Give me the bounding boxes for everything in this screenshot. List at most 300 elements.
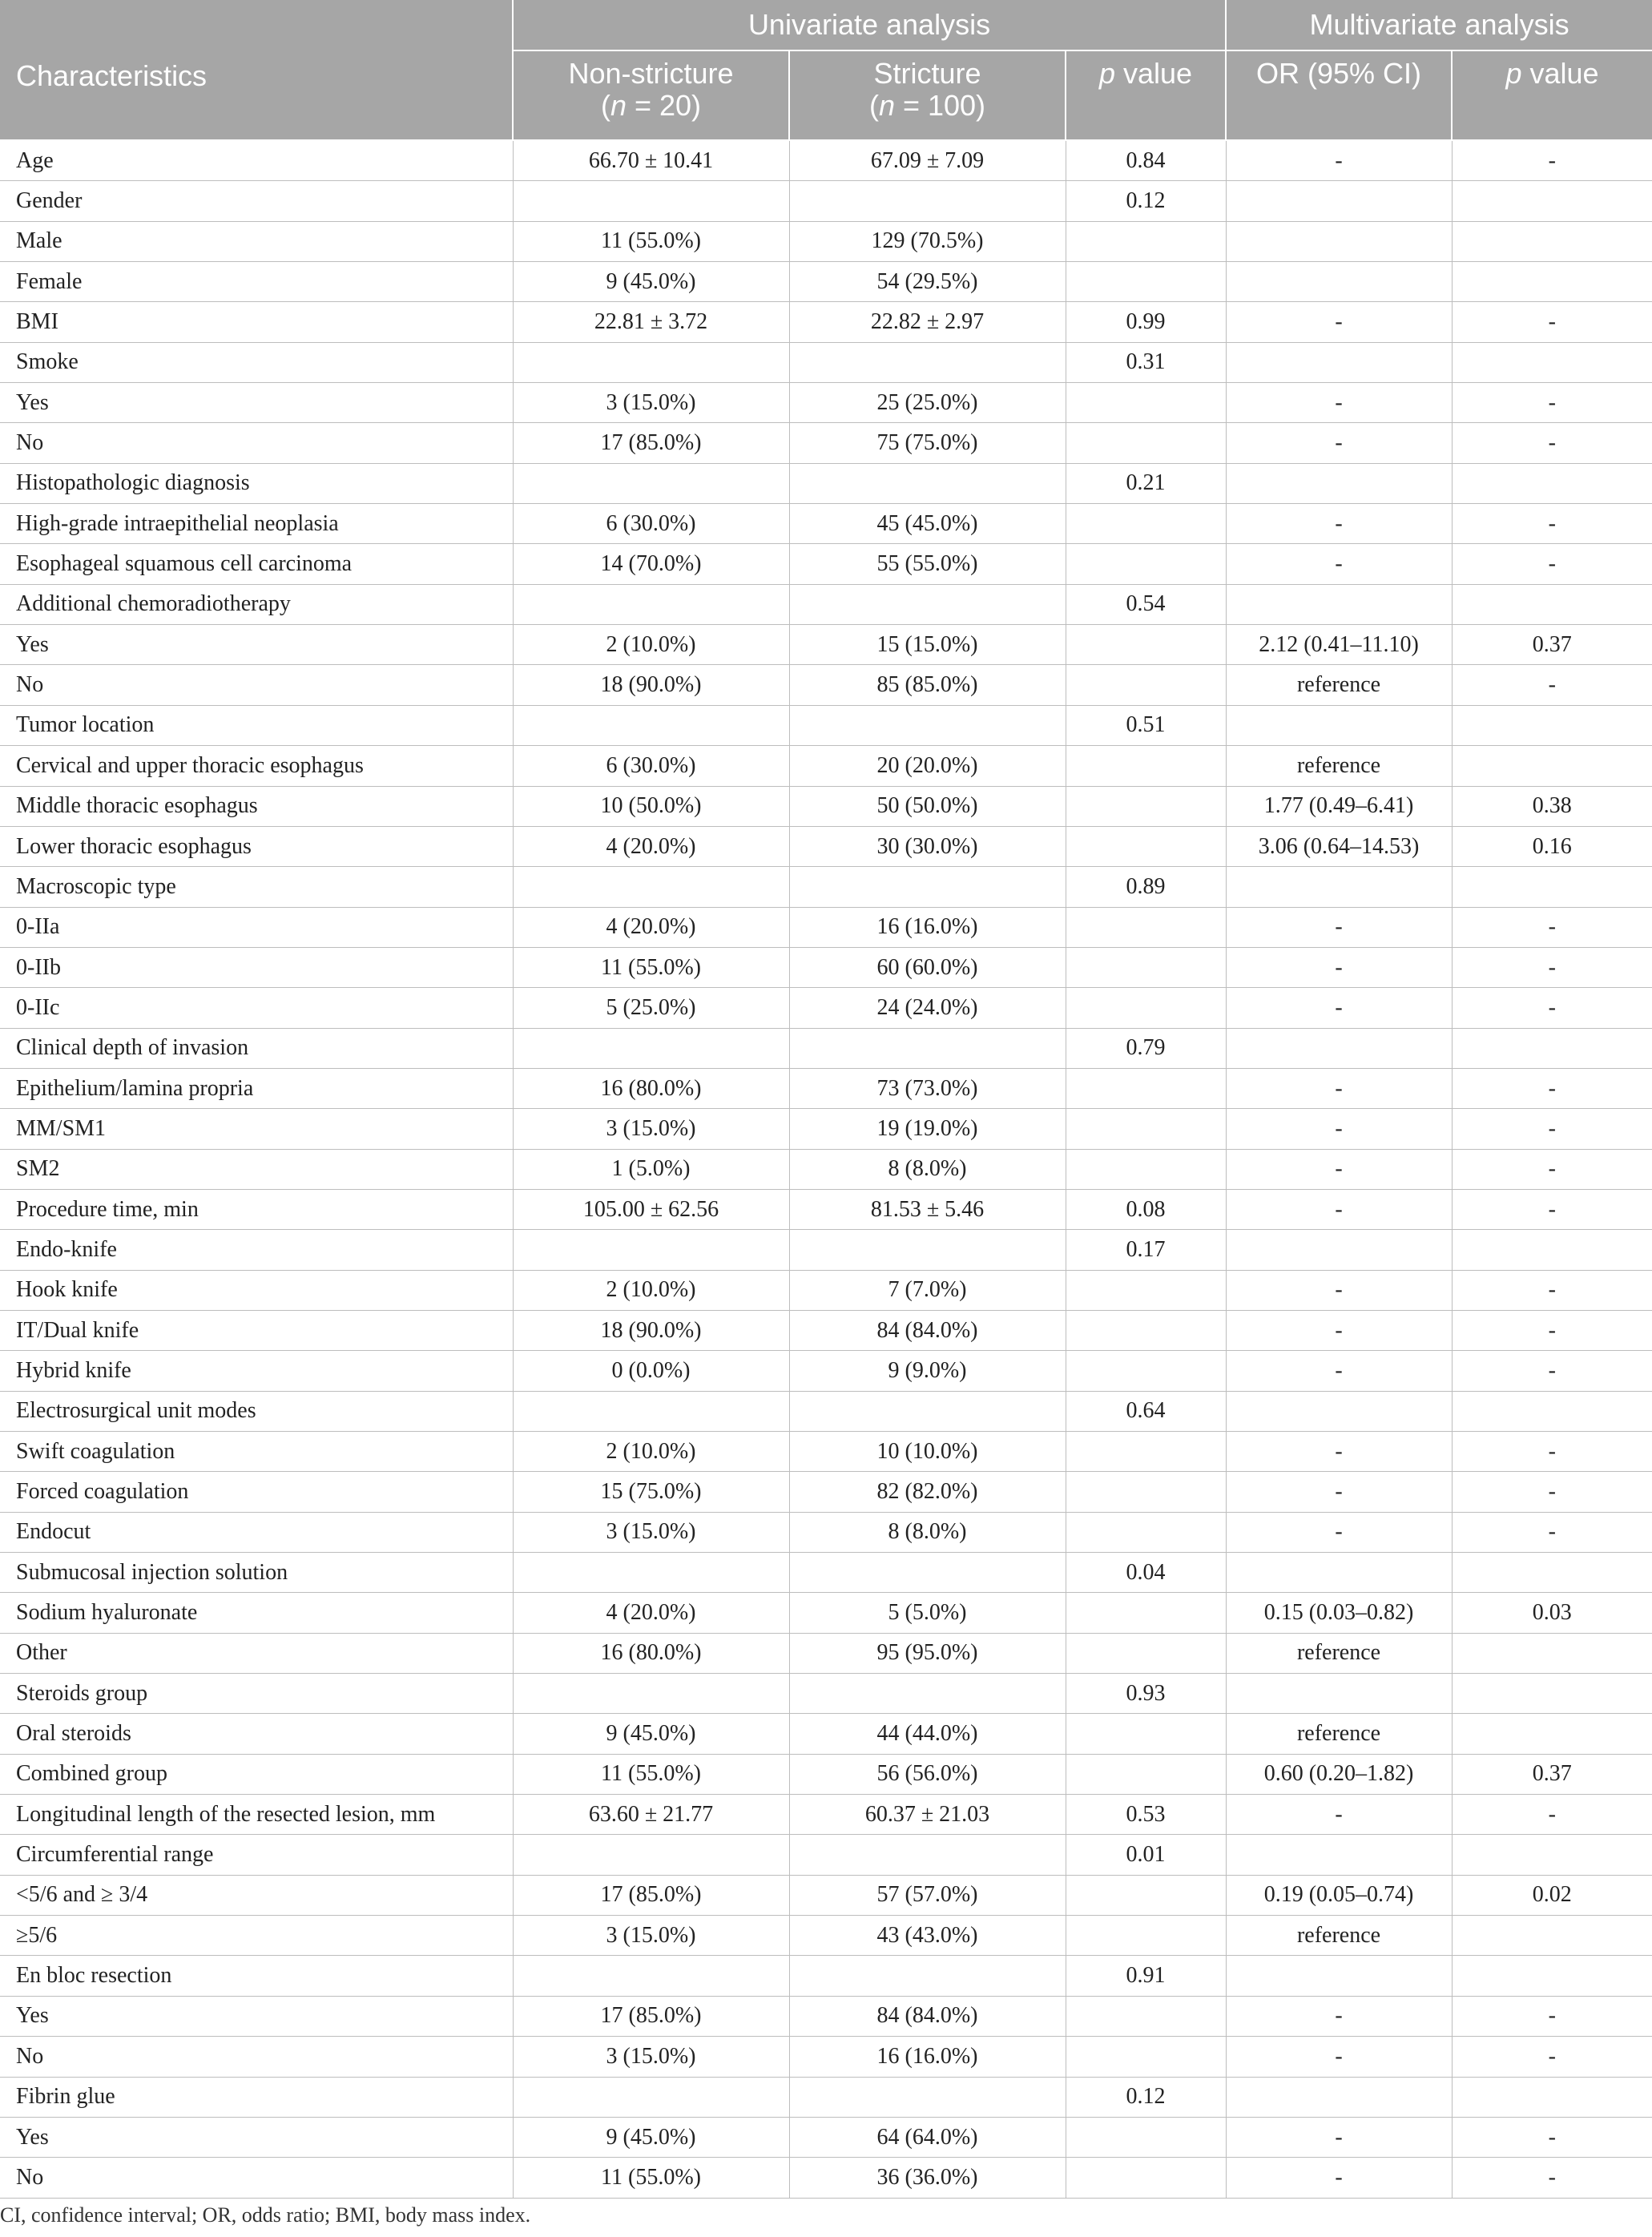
cell-p-value <box>1066 786 1226 826</box>
cell-stricture <box>789 463 1066 503</box>
cell-p-value-multi <box>1452 221 1652 261</box>
table-row <box>0 140 1652 181</box>
cell-characteristic: Esophageal squamous cell carcinoma <box>0 544 513 584</box>
cell-p-value: 0.84 <box>1066 140 1226 181</box>
cell-or-ci <box>1226 1553 1452 1593</box>
cell-p-value <box>1066 504 1226 544</box>
cell-or-ci: 0.15 (0.03–0.82) <box>1226 1593 1452 1633</box>
cell-p-value <box>1066 262 1226 302</box>
table-row <box>0 1432 1652 1472</box>
cell-characteristic: Middle thoracic esophagus <box>0 786 513 826</box>
cell-p-value-multi <box>1452 1916 1652 1956</box>
cell-non-stricture: 18 (90.0%) <box>513 665 789 705</box>
cell-non-stricture <box>513 1956 789 1996</box>
table-row <box>0 867 1652 907</box>
cell-non-stricture <box>513 1028 789 1068</box>
cell-characteristic: Hook knife <box>0 1270 513 1310</box>
table-row <box>0 1391 1652 1431</box>
cell-or-ci: reference <box>1226 665 1452 705</box>
cell-p-value <box>1066 1068 1226 1108</box>
cell-non-stricture: 11 (55.0%) <box>513 1754 789 1794</box>
table-row <box>0 988 1652 1028</box>
cell-stricture: 55 (55.0%) <box>789 544 1066 584</box>
cell-p-value: 0.79 <box>1066 1028 1226 1068</box>
header-p-value: p value <box>1066 50 1226 140</box>
cell-p-value-multi <box>1452 342 1652 382</box>
cell-non-stricture: 17 (85.0%) <box>513 1996 789 2036</box>
cell-p-value: 0.12 <box>1066 181 1226 221</box>
header-non-stricture-n: (n = 20) <box>600 89 702 122</box>
cell-p-value <box>1066 988 1226 1028</box>
table-row <box>0 221 1652 261</box>
cell-p-value: 0.51 <box>1066 705 1226 745</box>
table-row <box>0 383 1652 423</box>
cell-p-value-multi: - <box>1452 302 1652 342</box>
cell-non-stricture: 16 (80.0%) <box>513 1068 789 1108</box>
table-row <box>0 1754 1652 1794</box>
table-header <box>0 0 1652 140</box>
cell-p-value <box>1066 423 1226 463</box>
cell-p-value-multi: 0.38 <box>1452 786 1652 826</box>
table-row <box>0 2158 1652 2198</box>
cell-characteristic: 0-IIb <box>0 947 513 987</box>
table-row <box>0 665 1652 705</box>
cell-non-stricture: 2 (10.0%) <box>513 625 789 665</box>
cell-non-stricture: 22.81 ± 3.72 <box>513 302 789 342</box>
cell-characteristic: Epithelium/lamina propria <box>0 1068 513 1108</box>
table-row <box>0 947 1652 987</box>
cell-non-stricture <box>513 867 789 907</box>
cell-or-ci: 2.12 (0.41–11.10) <box>1226 625 1452 665</box>
cell-p-value-multi: - <box>1452 988 1652 1028</box>
table-row <box>0 1956 1652 1996</box>
cell-p-value <box>1066 1351 1226 1391</box>
cell-or-ci: - <box>1226 1068 1452 1108</box>
cell-p-value-multi <box>1452 181 1652 221</box>
cell-p-value <box>1066 2158 1226 2198</box>
cell-characteristic: Yes <box>0 625 513 665</box>
cell-stricture: 9 (9.0%) <box>789 1351 1066 1391</box>
cell-p-value-multi: - <box>1452 423 1652 463</box>
cell-p-value-multi: - <box>1452 1351 1652 1391</box>
cell-p-value-multi: 0.37 <box>1452 625 1652 665</box>
cell-non-stricture: 6 (30.0%) <box>513 746 789 786</box>
cell-p-value-multi <box>1452 1956 1652 1996</box>
table-row <box>0 1149 1652 1189</box>
cell-characteristic: Lower thoracic esophagus <box>0 826 513 866</box>
cell-stricture <box>789 1230 1066 1270</box>
cell-non-stricture: 4 (20.0%) <box>513 1593 789 1633</box>
cell-stricture: 45 (45.0%) <box>789 504 1066 544</box>
cell-or-ci: 0.60 (0.20–1.82) <box>1226 1754 1452 1794</box>
cell-non-stricture: 10 (50.0%) <box>513 786 789 826</box>
header-stricture-label: Stricture <box>873 57 981 90</box>
cell-p-value-multi: - <box>1452 1310 1652 1350</box>
cell-p-value <box>1066 1109 1226 1149</box>
table-row <box>0 1795 1652 1835</box>
table-row <box>0 625 1652 665</box>
header-stricture-n: (n = 100) <box>868 89 986 122</box>
cell-or-ci <box>1226 1230 1452 1270</box>
cell-stricture: 30 (30.0%) <box>789 826 1066 866</box>
cell-non-stricture <box>513 463 789 503</box>
cell-or-ci: - <box>1226 1270 1452 1310</box>
cell-p-value-multi: - <box>1452 1068 1652 1108</box>
cell-p-value-multi <box>1452 262 1652 302</box>
cell-stricture: 44 (44.0%) <box>789 1714 1066 1754</box>
cell-stricture: 25 (25.0%) <box>789 383 1066 423</box>
cell-p-value <box>1066 665 1226 705</box>
table-row <box>0 1230 1652 1270</box>
header-characteristics: Characteristics <box>0 0 513 140</box>
cell-non-stricture <box>513 705 789 745</box>
cell-characteristic: Combined group <box>0 1754 513 1794</box>
cell-p-value <box>1066 947 1226 987</box>
cell-or-ci <box>1226 262 1452 302</box>
cell-characteristic: Longitudinal length of the resected lesion, mm <box>0 1795 513 1835</box>
cell-or-ci <box>1226 867 1452 907</box>
cell-stricture <box>789 1028 1066 1068</box>
cell-stricture <box>789 1835 1066 1875</box>
cell-characteristic: Age <box>0 140 513 181</box>
cell-p-value <box>1066 1916 1226 1956</box>
cell-stricture <box>789 181 1066 221</box>
cell-characteristic: No <box>0 2158 513 2198</box>
table-row <box>0 1270 1652 1310</box>
cell-characteristic: Yes <box>0 383 513 423</box>
cell-stricture: 60 (60.0%) <box>789 947 1066 987</box>
cell-non-stricture <box>513 584 789 624</box>
table-row <box>0 786 1652 826</box>
cell-stricture: 60.37 ± 21.03 <box>789 1795 1066 1835</box>
cell-characteristic: Gender <box>0 181 513 221</box>
cell-p-value-multi <box>1452 1553 1652 1593</box>
cell-p-value <box>1066 1472 1226 1512</box>
cell-non-stricture: 63.60 ± 21.77 <box>513 1795 789 1835</box>
cell-non-stricture: 6 (30.0%) <box>513 504 789 544</box>
cell-stricture: 10 (10.0%) <box>789 1432 1066 1472</box>
cell-stricture: 16 (16.0%) <box>789 2037 1066 2077</box>
cell-characteristic: Yes <box>0 1996 513 2036</box>
cell-p-value: 0.93 <box>1066 1674 1226 1714</box>
table-row <box>0 1835 1652 1875</box>
table-row <box>0 1996 1652 2036</box>
cell-characteristic: BMI <box>0 302 513 342</box>
cell-characteristic: Other <box>0 1633 513 1673</box>
table-row <box>0 2117 1652 2157</box>
cell-p-value <box>1066 1996 1226 2036</box>
table-row <box>0 1068 1652 1108</box>
cell-stricture <box>789 1956 1066 1996</box>
cell-characteristic: Smoke <box>0 342 513 382</box>
cell-stricture: 82 (82.0%) <box>789 1472 1066 1512</box>
cell-stricture: 64 (64.0%) <box>789 2117 1066 2157</box>
cell-characteristic: No <box>0 2037 513 2077</box>
cell-p-value-multi: - <box>1452 1996 1652 2036</box>
cell-characteristic: Steroids group <box>0 1674 513 1714</box>
cell-characteristic: 0-IIa <box>0 907 513 947</box>
table-row <box>0 1553 1652 1593</box>
cell-or-ci <box>1226 584 1452 624</box>
cell-characteristic: Forced coagulation <box>0 1472 513 1512</box>
cell-p-value <box>1066 1593 1226 1633</box>
cell-or-ci: - <box>1226 1996 1452 2036</box>
cell-p-value: 0.64 <box>1066 1391 1226 1431</box>
cell-stricture <box>789 584 1066 624</box>
cell-characteristic: Endo-knife <box>0 1230 513 1270</box>
cell-stricture: 75 (75.0%) <box>789 423 1066 463</box>
table-row <box>0 1189 1652 1229</box>
cell-stricture <box>789 705 1066 745</box>
cell-characteristic: Cervical and upper thoracic esophagus <box>0 746 513 786</box>
cell-or-ci: - <box>1226 1512 1452 1552</box>
cell-or-ci: - <box>1226 988 1452 1028</box>
cell-characteristic: Tumor location <box>0 705 513 745</box>
cell-p-value-multi <box>1452 584 1652 624</box>
table-row <box>0 2037 1652 2077</box>
cell-characteristic: ≥5/6 <box>0 1916 513 1956</box>
cell-p-value-multi: - <box>1452 504 1652 544</box>
header-non-stricture <box>513 50 789 140</box>
cell-p-value <box>1066 544 1226 584</box>
table-row <box>0 463 1652 503</box>
cell-p-value-multi <box>1452 1835 1652 1875</box>
cell-stricture: 73 (73.0%) <box>789 1068 1066 1108</box>
cell-characteristic: Electrosurgical unit modes <box>0 1391 513 1431</box>
cell-p-value-multi: - <box>1452 544 1652 584</box>
cell-p-value: 0.54 <box>1066 584 1226 624</box>
table-row <box>0 746 1652 786</box>
cell-non-stricture <box>513 1553 789 1593</box>
cell-p-value <box>1066 2037 1226 2077</box>
table-row <box>0 1633 1652 1673</box>
cell-or-ci <box>1226 181 1452 221</box>
cell-non-stricture: 3 (15.0%) <box>513 2037 789 2077</box>
cell-stricture <box>789 1553 1066 1593</box>
cell-stricture: 20 (20.0%) <box>789 746 1066 786</box>
cell-non-stricture: 2 (10.0%) <box>513 1270 789 1310</box>
cell-p-value <box>1066 1633 1226 1673</box>
cell-non-stricture <box>513 181 789 221</box>
cell-or-ci: - <box>1226 423 1452 463</box>
cell-p-value-multi <box>1452 746 1652 786</box>
cell-p-value-multi <box>1452 1230 1652 1270</box>
cell-non-stricture: 14 (70.0%) <box>513 544 789 584</box>
cell-stricture: 81.53 ± 5.46 <box>789 1189 1066 1229</box>
cell-p-value-multi: - <box>1452 383 1652 423</box>
cell-characteristic: Male <box>0 221 513 261</box>
cell-or-ci: - <box>1226 504 1452 544</box>
cell-stricture: 24 (24.0%) <box>789 988 1066 1028</box>
cell-p-value <box>1066 1754 1226 1794</box>
cell-p-value-multi: 0.16 <box>1452 826 1652 866</box>
cell-characteristic: Clinical depth of invasion <box>0 1028 513 1068</box>
cell-characteristic: 0-IIc <box>0 988 513 1028</box>
header-or-ci: OR (95% CI) <box>1226 50 1452 140</box>
cell-stricture: 56 (56.0%) <box>789 1754 1066 1794</box>
cell-characteristic: Yes <box>0 2117 513 2157</box>
cell-p-value <box>1066 2117 1226 2157</box>
cell-or-ci: 3.06 (0.64–14.53) <box>1226 826 1452 866</box>
cell-stricture: 54 (29.5%) <box>789 262 1066 302</box>
cell-stricture: 8 (8.0%) <box>789 1149 1066 1189</box>
cell-p-value: 0.08 <box>1066 1189 1226 1229</box>
cell-p-value-multi: - <box>1452 665 1652 705</box>
cell-non-stricture <box>513 2077 789 2117</box>
cell-p-value-multi: - <box>1452 1472 1652 1512</box>
cell-p-value-multi: - <box>1452 1795 1652 1835</box>
cell-or-ci <box>1226 463 1452 503</box>
cell-p-value-multi <box>1452 2077 1652 2117</box>
cell-or-ci: - <box>1226 544 1452 584</box>
cell-or-ci: - <box>1226 1109 1452 1149</box>
table-row <box>0 1714 1652 1754</box>
cell-characteristic: Oral steroids <box>0 1714 513 1754</box>
cell-stricture: 84 (84.0%) <box>789 1310 1066 1350</box>
cell-non-stricture: 9 (45.0%) <box>513 262 789 302</box>
cell-p-value-multi <box>1452 1633 1652 1673</box>
table-row <box>0 1310 1652 1350</box>
cell-characteristic: Macroscopic type <box>0 867 513 907</box>
cell-non-stricture <box>513 1391 789 1431</box>
table-body <box>0 140 1652 2198</box>
cell-p-value-multi <box>1452 1714 1652 1754</box>
cell-p-value-multi: - <box>1452 1270 1652 1310</box>
table-row <box>0 1512 1652 1552</box>
cell-p-value: 0.04 <box>1066 1553 1226 1593</box>
cell-non-stricture: 17 (85.0%) <box>513 1875 789 1915</box>
cell-or-ci <box>1226 1674 1452 1714</box>
cell-p-value-multi: - <box>1452 947 1652 987</box>
cell-stricture <box>789 1391 1066 1431</box>
cell-p-value-multi: 0.37 <box>1452 1754 1652 1794</box>
cell-characteristic: Procedure time, min <box>0 1189 513 1229</box>
cell-stricture: 22.82 ± 2.97 <box>789 302 1066 342</box>
cell-characteristic: No <box>0 423 513 463</box>
cell-non-stricture: 3 (15.0%) <box>513 383 789 423</box>
cell-p-value-multi: - <box>1452 140 1652 181</box>
cell-characteristic: No <box>0 665 513 705</box>
cell-non-stricture: 15 (75.0%) <box>513 1472 789 1512</box>
cell-characteristic: <5/6 and ≥ 3/4 <box>0 1875 513 1915</box>
cell-stricture: 19 (19.0%) <box>789 1109 1066 1149</box>
cell-non-stricture: 3 (15.0%) <box>513 1512 789 1552</box>
cell-stricture: 16 (16.0%) <box>789 907 1066 947</box>
table-row <box>0 262 1652 302</box>
cell-characteristic: Histopathologic diagnosis <box>0 463 513 503</box>
cell-non-stricture: 17 (85.0%) <box>513 423 789 463</box>
cell-p-value <box>1066 1714 1226 1754</box>
cell-stricture: 67.09 ± 7.09 <box>789 140 1066 181</box>
header-multivariate: Multivariate analysis <box>1226 0 1652 50</box>
table-row <box>0 504 1652 544</box>
cell-or-ci: - <box>1226 2117 1452 2157</box>
table-row <box>0 423 1652 463</box>
cell-p-value-multi <box>1452 1674 1652 1714</box>
cell-p-value-multi: - <box>1452 2117 1652 2157</box>
cell-p-value <box>1066 1512 1226 1552</box>
cell-or-ci: - <box>1226 1149 1452 1189</box>
cell-p-value-multi <box>1452 705 1652 745</box>
cell-non-stricture <box>513 1674 789 1714</box>
cell-or-ci: - <box>1226 1472 1452 1512</box>
cell-p-value-multi <box>1452 1391 1652 1431</box>
cell-p-value-multi: - <box>1452 1149 1652 1189</box>
cell-p-value-multi: - <box>1452 1432 1652 1472</box>
cell-p-value: 0.31 <box>1066 342 1226 382</box>
table-row <box>0 1472 1652 1512</box>
cell-or-ci: - <box>1226 1189 1452 1229</box>
cell-or-ci: - <box>1226 302 1452 342</box>
cell-characteristic: MM/SM1 <box>0 1109 513 1149</box>
cell-stricture: 50 (50.0%) <box>789 786 1066 826</box>
cell-or-ci: - <box>1226 907 1452 947</box>
cell-characteristic: Hybrid knife <box>0 1351 513 1391</box>
cell-or-ci <box>1226 705 1452 745</box>
header-p-value-multi: p value <box>1452 50 1652 140</box>
cell-p-value-multi: - <box>1452 2037 1652 2077</box>
cell-p-value <box>1066 1875 1226 1915</box>
cell-p-value <box>1066 1270 1226 1310</box>
cell-characteristic: Additional chemoradiotherapy <box>0 584 513 624</box>
cell-p-value: 0.53 <box>1066 1795 1226 1835</box>
cell-p-value-multi: - <box>1452 1189 1652 1229</box>
cell-or-ci: 0.19 (0.05–0.74) <box>1226 1875 1452 1915</box>
cell-p-value-multi: - <box>1452 1512 1652 1552</box>
cell-non-stricture: 2 (10.0%) <box>513 1432 789 1472</box>
cell-non-stricture: 11 (55.0%) <box>513 947 789 987</box>
cell-stricture: 84 (84.0%) <box>789 1996 1066 2036</box>
cell-or-ci <box>1226 2077 1452 2117</box>
table-row <box>0 302 1652 342</box>
table-row <box>0 1674 1652 1714</box>
cell-stricture: 36 (36.0%) <box>789 2158 1066 2198</box>
cell-p-value-multi <box>1452 867 1652 907</box>
cell-p-value <box>1066 1310 1226 1350</box>
table-row <box>0 907 1652 947</box>
cell-or-ci: reference <box>1226 1633 1452 1673</box>
cell-or-ci: - <box>1226 1351 1452 1391</box>
table-row <box>0 342 1652 382</box>
cell-stricture: 129 (70.5%) <box>789 221 1066 261</box>
cell-non-stricture: 9 (45.0%) <box>513 2117 789 2157</box>
cell-non-stricture: 11 (55.0%) <box>513 2158 789 2198</box>
cell-p-value: 0.91 <box>1066 1956 1226 1996</box>
cell-non-stricture: 1 (5.0%) <box>513 1149 789 1189</box>
cell-p-value: 0.99 <box>1066 302 1226 342</box>
cell-characteristic: Submucosal injection solution <box>0 1553 513 1593</box>
cell-non-stricture: 0 (0.0%) <box>513 1351 789 1391</box>
cell-characteristic: SM2 <box>0 1149 513 1189</box>
cell-or-ci: - <box>1226 140 1452 181</box>
cell-stricture <box>789 867 1066 907</box>
table-row <box>0 1109 1652 1149</box>
cell-p-value <box>1066 746 1226 786</box>
cell-non-stricture: 4 (20.0%) <box>513 826 789 866</box>
cell-non-stricture: 11 (55.0%) <box>513 221 789 261</box>
cell-non-stricture: 5 (25.0%) <box>513 988 789 1028</box>
cell-characteristic: En bloc resection <box>0 1956 513 1996</box>
cell-p-value <box>1066 1432 1226 1472</box>
cell-stricture <box>789 1674 1066 1714</box>
cell-stricture: 5 (5.0%) <box>789 1593 1066 1633</box>
cell-or-ci <box>1226 1028 1452 1068</box>
cell-stricture: 7 (7.0%) <box>789 1270 1066 1310</box>
table-row <box>0 584 1652 624</box>
cell-non-stricture: 3 (15.0%) <box>513 1916 789 1956</box>
table-footnote: CI, confidence interval; OR, odds ratio; BMI, body mass index. <box>0 2203 531 2227</box>
cell-p-value <box>1066 383 1226 423</box>
